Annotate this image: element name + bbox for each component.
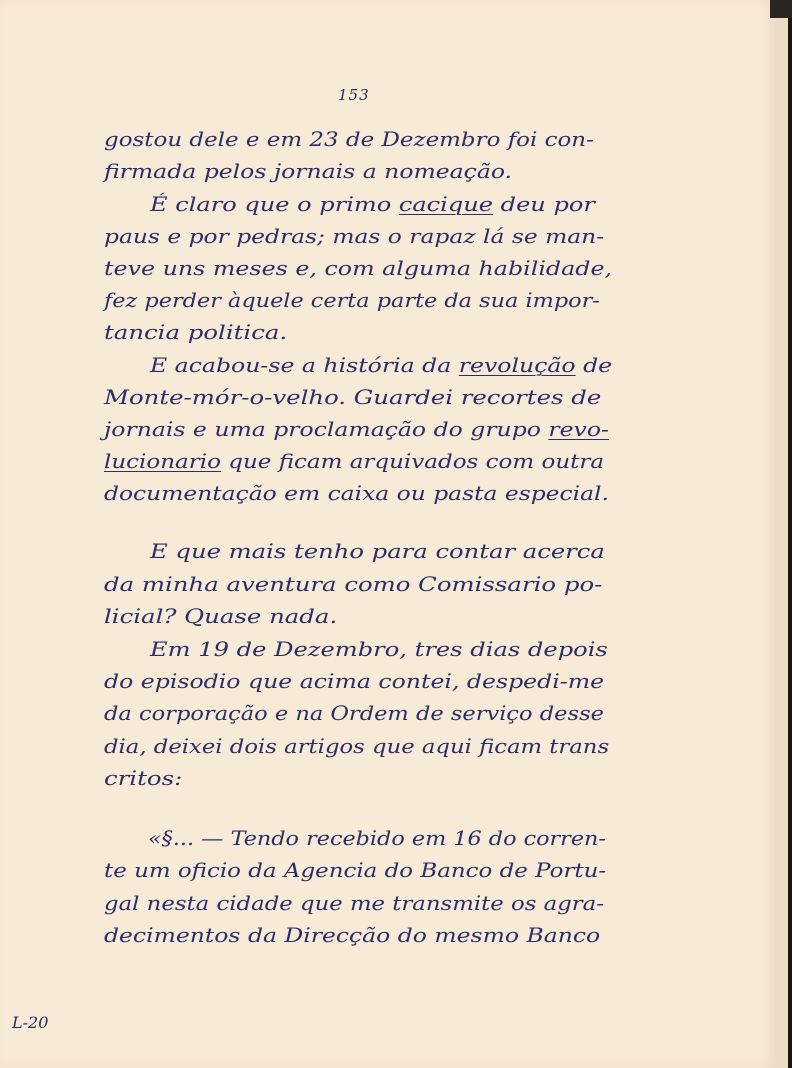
text-line xyxy=(104,894,604,914)
text-segment: E que mais tenho para contar acerca xyxy=(150,540,605,563)
text-line xyxy=(104,861,606,881)
text-segment: fez perder àquele certa parte da sua impor- xyxy=(104,289,600,312)
text-segment: teve uns meses e, com alguma habilidade, xyxy=(104,257,613,280)
scan-dark-edge xyxy=(788,0,792,1068)
text-segment: que ficam arquivados com outra xyxy=(220,450,605,473)
text-line xyxy=(104,737,609,757)
text-segment: jornais e uma proclamação do grupo xyxy=(104,418,549,441)
text-line xyxy=(150,542,605,562)
text-segment: documentação em caixa ou pasta especial. xyxy=(104,482,609,505)
text-segment: «§... — Tendo recebido em 16 do corren- xyxy=(148,827,606,850)
text-segment: do episodio que acima contei, despedi-me xyxy=(104,670,605,693)
text-segment: Monte-mór-o-velho. Guardei recortes de xyxy=(104,386,602,409)
text-segment: critos: xyxy=(104,767,183,790)
text-line xyxy=(104,420,609,440)
text-segment: da minha aventura como Comissario po- xyxy=(104,573,603,596)
text-segment: Em 19 de Dezembro, tres dias depois xyxy=(150,638,608,661)
text-segment: licial? Quase nada. xyxy=(104,605,338,628)
scan-corner-mark xyxy=(770,0,792,18)
text-segment: deu por xyxy=(493,193,595,216)
underlined-word: lucionario xyxy=(104,450,221,473)
text-line xyxy=(104,130,594,150)
text-segment: dia, deixei dois artigos que aqui ficam trans xyxy=(104,735,610,758)
text-line xyxy=(104,388,601,408)
text-line xyxy=(104,926,600,946)
text-line xyxy=(104,452,604,472)
text-segment: tancia politica. xyxy=(104,321,288,344)
text-line xyxy=(104,323,287,343)
text-line xyxy=(104,607,337,627)
text-segment: decimentos da Direcção do mesmo Banco xyxy=(104,924,601,947)
text-line xyxy=(104,162,512,182)
text-segment: É claro que o primo xyxy=(150,193,399,216)
text-segment: E acabou-se a história da xyxy=(150,354,459,377)
text-line xyxy=(104,704,604,724)
text-segment: paus e por pedras; mas o rapaz lá se man- xyxy=(104,225,605,248)
text-line xyxy=(104,227,604,247)
text-segment: de xyxy=(575,354,613,377)
underlined-word: revolução xyxy=(458,354,576,377)
text-segment: gostou dele e em 23 de Dezembro foi con- xyxy=(104,128,594,151)
text-line xyxy=(150,640,608,660)
text-segment: te um oficio da Agencia do Banco de Portu- xyxy=(104,859,607,882)
text-line xyxy=(104,672,604,692)
text-line xyxy=(150,356,612,376)
underlined-word: cacique xyxy=(398,193,494,216)
text-line xyxy=(148,829,606,849)
text-segment: gal nesta cidade que me transmite os agra- xyxy=(104,892,604,915)
text-line xyxy=(150,195,595,215)
text-segment: firmada pelos jornais a nomeação. xyxy=(104,160,513,183)
underlined-word: revo- xyxy=(548,418,609,441)
text-line xyxy=(104,291,600,311)
footer-code: L-20 xyxy=(12,1013,49,1032)
page-number: 153 xyxy=(338,86,370,104)
text-line xyxy=(104,769,182,789)
text-line xyxy=(104,484,609,504)
text-segment: da corporação e na Ordem de serviço desse xyxy=(104,702,604,725)
text-line xyxy=(104,575,602,595)
text-line xyxy=(104,259,612,279)
